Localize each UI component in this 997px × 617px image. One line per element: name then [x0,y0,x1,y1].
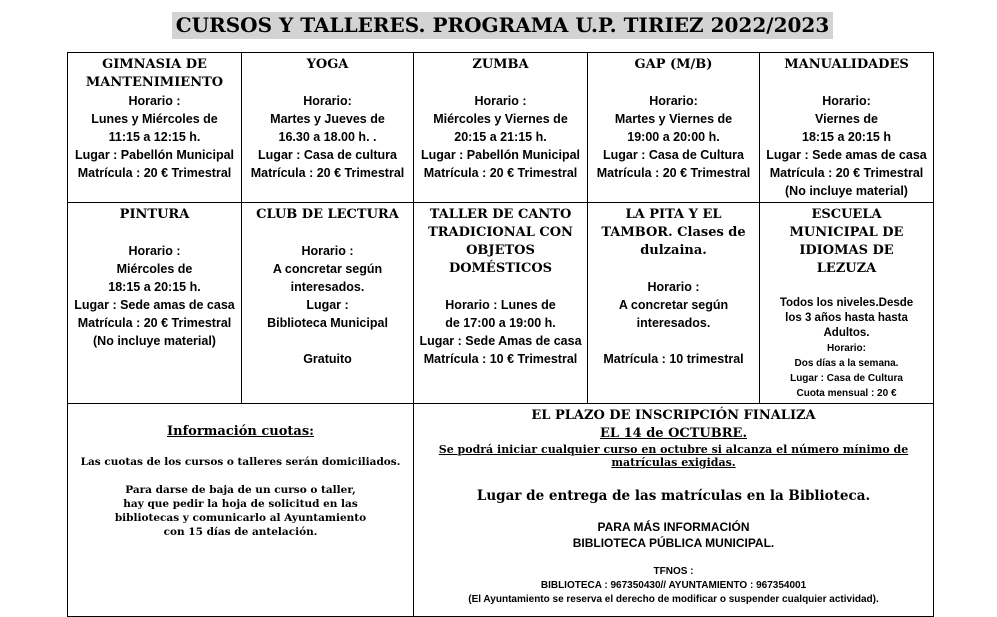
course-title-line: TALLER DE CANTO [429,207,572,222]
course-cell [414,53,588,203]
info-baja-text: Para darse de baja de un curso o taller, hay que pedir la hoja de solicitud en las bibliotecas y comunicarlo al Ayuntamiento con 15 días de antelación. [114,484,367,538]
info-domiciliacion: Las cuotas de los cursos o talleres serán domiciliados. [80,456,401,468]
disclaimer: (El Ayuntamiento se reserva el derecho de modificar o suspender cualquier actividad). [468,594,879,605]
courses-row-1 [68,53,934,203]
course-detail-line: 16.30 a 18.00 h. . [278,130,377,144]
course-cell [68,203,242,404]
course-detail-line: Biblioteca Municipal [267,316,388,330]
course-small-line: Cuota mensual : 20 € [796,388,897,399]
course-detail-line: Horario : [474,94,527,108]
course-detail-line: Viernes de [814,112,878,126]
course-detail-line: Matrícula : 20 € Trimestral [77,166,232,180]
course-note-line: Adultos. [823,327,870,339]
course-detail-line [245,74,410,92]
courses-table [67,52,934,617]
page-title: CURSOS Y TALLERES. PROGRAMA U.P. TIRIEZ 2022/2023 [172,12,833,39]
course-detail-line: Lugar : Pabellón Municipal [74,148,235,162]
course-title-line: GAP (M/B) [634,57,713,72]
course-detail-line: 18:15 a 20:15 h [802,130,891,144]
course-detail-line: Lugar : Sede Amas de casa [419,334,582,348]
course-detail-line: de 17:00 a 19:00 h. [445,316,556,330]
course-detail-line: (No incluye material) [785,184,908,198]
course-detail-line: Matrícula : 10 trimestral [603,352,744,366]
course-title-line: MANTENIMIENTO [85,75,224,90]
course-title-line: ESCUELA [811,207,882,222]
course-detail-line: Horario: [303,94,352,108]
telefonos-label: TFNOS : [653,566,694,577]
course-detail-line [417,74,584,92]
course-detail-line: Lugar : Casa de Cultura [603,148,744,162]
course-cell [760,53,934,203]
course-detail-line: Horario : [301,244,354,258]
course-title-line: TRADICIONAL CON [428,225,573,240]
course-detail-line: Horario : [647,280,700,294]
course-cell [414,203,588,404]
course-detail-line: Horario : [128,244,181,258]
course-cell [760,203,934,404]
course-detail-line: Matrícula : 20 € Trimestral [423,166,578,180]
course-title-line: MANUALIDADES [784,57,909,72]
course-title-line: YOGA [306,57,349,72]
course-title-line: CLUB DE LECTURA [256,207,399,222]
course-detail-line [71,224,238,242]
plazo-heading: EL PLAZO DE INSCRIPCIÓN FINALIZA [531,408,816,423]
course-title-line: GIMNASIA DE [102,57,207,72]
course-detail-line [417,278,584,296]
course-title-line: ZUMBA [472,57,529,72]
course-detail-line: Horario: [649,94,698,108]
plazo-cell [414,404,934,617]
course-detail-line: Miércoles de [116,262,193,276]
courses-row-2 [68,203,934,404]
plazo-note: Se podrá iniciar cualquier curso en octubre si alcanza el número mínimo de matrículas exigidas. [438,443,909,469]
course-detail-line: interesados. [636,316,711,330]
course-detail-line: 19:00 a 20:00 h. [627,130,720,144]
plazo-date: EL 14 de OCTUBRE. [600,426,747,441]
info-cuotas-title: Información cuotas: [167,424,314,439]
course-detail-line: Horario : [128,94,181,108]
course-cell [588,203,760,404]
course-detail-line: Martes y Viernes de [614,112,733,126]
course-small-line: Dos días a la semana. [794,358,899,369]
course-detail-line: Matrícula : 20 € Trimestral [769,166,924,180]
course-note-line: los 3 años hasta hasta [785,312,908,324]
course-detail-line [591,332,756,350]
course-detail-line: Horario : Lunes de [445,298,556,312]
course-detail-line: Matrícula : 10 € Trimestral [423,352,578,366]
course-detail-line: interesados. [290,280,365,294]
course-detail-line: Gratuito [303,352,352,366]
course-title-line: TAMBOR. Clases de [601,225,746,240]
course-detail-line [245,224,410,242]
course-cell [242,53,414,203]
course-detail-line: 18:15 a 20:15 h. [108,280,201,294]
course-title-line: LEZUZA [816,261,877,276]
course-title-line: IDIOMAS DE [799,243,894,258]
course-detail-line: Matrícula : 20 € Trimestral [596,166,751,180]
course-detail-line: Matrícula : 20 € Trimestral [250,166,405,180]
course-small-line: Horario: [827,343,866,354]
course-cell [68,53,242,203]
course-title-line: DOMÉSTICOS [448,261,553,276]
course-cell [588,53,760,203]
course-detail-line: A concretar según [272,262,383,276]
course-detail-line: Lugar : Pabellón Municipal [420,148,581,162]
course-detail-line [763,74,930,92]
course-detail-line: Matrícula : 20 € Trimestral [77,316,232,330]
course-title-line: PINTURA [119,207,190,222]
lugar-entrega: Lugar de entrega de las matrículas en la Biblioteca. [476,488,871,504]
course-title-line: OBJETOS [466,243,535,258]
course-title-line: LA PITA Y EL [625,207,722,222]
course-detail-line [591,74,756,92]
course-title-line: dulzaina. [640,243,707,258]
course-note-line: Todos los niveles.Desde [779,297,914,309]
course-detail-line: Lugar : Sede amas de casa [74,298,235,312]
info-row [68,404,934,617]
course-detail-line [591,260,756,278]
course-title-line: MUNICIPAL DE [789,225,904,240]
course-cell [242,203,414,404]
course-detail-line: Lunes y Miércoles de [91,112,218,126]
course-detail-line: 11:15 a 12:15 h. [108,130,201,144]
course-detail-line: (No incluye material) [93,334,216,348]
course-detail-line: 20:15 a 21:15 h. [454,130,547,144]
course-detail-line: Lugar : [306,298,349,312]
telefonos: BIBLIOTECA : 967350430// AYUNTAMIENTO : 967354001 [540,580,807,591]
course-detail-line: Horario: [822,94,871,108]
course-detail-line: A concretar según [618,298,729,312]
course-detail-line: Martes y Jueves de [270,112,385,126]
course-detail-line: Lugar : Sede amas de casa [766,148,927,162]
mas-informacion: PARA MÁS INFORMACIÓN BIBLIOTECA PÚBLICA MUNICIPAL. [572,520,775,550]
course-detail-line: Lugar : Casa de cultura [258,148,397,162]
info-cuotas-cell [68,404,414,617]
course-small-line: Lugar : Casa de Cultura [790,373,903,384]
course-detail-line [245,332,410,350]
course-detail-line: Miércoles y Viernes de [433,112,568,126]
